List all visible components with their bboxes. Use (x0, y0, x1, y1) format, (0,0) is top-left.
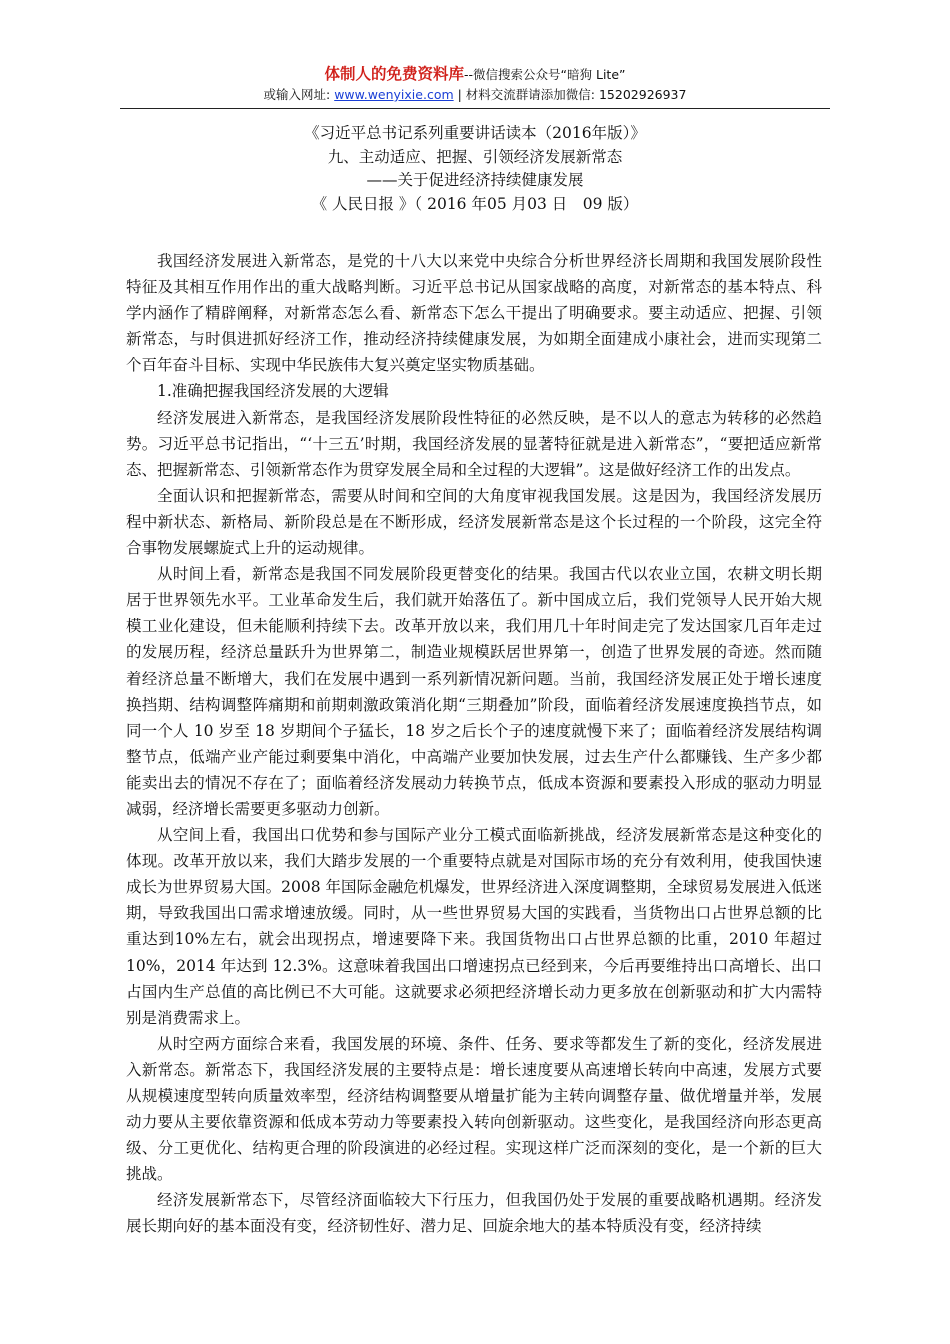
chapter-title: 九、主动适应、把握、引领经济发展新常态 (327, 147, 623, 166)
paragraph: 我国经济发展进入新常态，是党的十八大以来党中央综合分析世界经济长周期和我国发展阶段性特征及其相互作用作出的重大战略判断。习近平总书记从国家战略的高度，对新常态的基本特点、科学内涵作了精辟阐释，对新常态怎么看、新常态下怎么干提出了明确要求。要主动适应、把握、引领新常态，与时俱进抓好经济工作，推动经济持续健康发展，为如期全面建成小康社会，进而实现第二个百年奋斗目标、实现中华民族伟大复兴奠定坚实物质基础。 (126, 252, 822, 375)
paragraph: 经济发展进入新常态，是我国经济发展阶段性特征的必然反映，是不以人的意志为转移的必然趋势。习近平总书记指出，“‘十三五’时期，我国经济发展的显著特征就是进入新常态”，“要把适应新常态、把握新常态、引领新常态作为贯穿发展全局和全过程的大逻辑”。这是做好经济工作的出发点。 (126, 408, 822, 479)
paragraph: 全面认识和把握新常态，需要从时间和空间的大角度审视我国发展。这是因为，我国经济发展历程中新状态、新格局、新阶段总是在不断形成，经济发展新常态是这个长过程的一个阶段，这完全符合事物发展螺旋式上升的运动规律。 (126, 486, 822, 558)
header-url-prefix: 或输入网址: (263, 87, 335, 102)
paragraph: 从时间上看，新常态是我国不同发展阶段更替变化的结果。我国古代以农业立国，农耕文明长期居于世界领先水平。工业革命发生后，我们就开始落伍了。新中国成立后，我们党领导人民开始大规模工业化建设，但未能顺利持续下去。改革开放以来，我们用几十年时间走完了发达国家几百年走过的发展历程，经济总量跃升为世界第二，制造业规模跃居世界第一，创造了世界发展的奇迹。然而随着经济总量不断增大，我们在发展中遇到一系列新情况新问题。当前，我国经济发展正处于增长速度换挡期、结构调整阵痛期和前期刺激政策消化期“三期叠加”阶段，面临着经济发展速度换挡节点，如同一个人 10 岁至 18 岁期间个子猛长，18 岁之后长个子的速度就慢下来了；面临着经济发展结构调整节点，低端产业产能过剩要集中消化，中高端产业要加快发展，过去生产什么都赚钱、生产多少都能卖出去的情况不存在了；面临着经济发展动力转换节点，低成本资源和要素投入形成的驱动力明显减弱，经济增长需要更多驱动力创新。 (126, 565, 822, 818)
paragraph: 经济发展新常态下，尽管经济面临较大下行压力，但我国仍处于发展的重要战略机遇期。经济发展长期向好的基本面没有变，经济韧性好、潜力足、回旋余地大的基本特质没有变，经济持续 (126, 1191, 822, 1236)
header-contact: | 材料交流群请添加微信: 15202926937 (453, 87, 687, 102)
chapter-subtitle: ——关于促进经济持续健康发展 (366, 171, 584, 190)
header-line-2 (120, 85, 830, 105)
paragraph: 从时空两方面综合来看，我国发展的环境、条件、任务、要求等都发生了新的变化，经济发展进入新常态。新常态下，我国经济发展的主要特点是：增长速度要从高速增长转向中高速，发展方式要从规模速度型转向质量效率型，经济结构调整要从增量扩能为主转向调整存量、做优增量并举，发展动力要从主要依靠资源和低成本劳动力等要素投入转向创新驱动。这些变化，是我国经济向形态更高级、分工更优化、结构更合理的阶段演进的必经过程。实现这样广泛而深刻的变化，是一个新的巨大挑战。 (126, 1034, 822, 1184)
source-line: 《 人民日报 》（ 2016 年05 月03 日 09 版） (311, 195, 639, 214)
header-divider (120, 108, 830, 109)
header-tagline: --微信搜索公众号“暗狗 Lite” (464, 67, 626, 82)
paragraph: 从空间上看，我国出口优势和参与国际产业分工模式面临新挑战，经济发展新常态是这种变化的体现。改革开放以来，我们大踏步发展的一个重要特点就是对国际市场的充分有效利用，使我国快速成长为世界贸易大国。2008 年国际金融危机爆发，世界经济进入深度调整期，全球贸易发展进入低迷期，导致我国出口需求增速放缓。同时，从一些世界贸易大国的实践看，当货物出口占世界总额的比重达到10%左右，就会出现拐点，增速要降下来。我国货物出口占世界总额的比重，2010 年超过 10%，2014 年达到 12.3%。这意味着我国出口增速拐点已经到来，今后再要维持出口高增长、出口占国内生产总值的高比例已不大可能。这就要求必须把经济增长动力更多放在创新驱动和扩大内需特别是消费需求上。 (126, 826, 822, 1027)
page-header (120, 64, 830, 105)
header-url-link[interactable]: www.wenyixie.com (334, 87, 454, 102)
title-block (120, 122, 830, 217)
article-body (126, 248, 822, 1240)
header-line-1 (120, 64, 830, 85)
book-title: 《习近平总书记系列重要讲话读本（2016年版）》 (304, 124, 646, 142)
section-heading: 1.准确把握我国经济发展的大逻辑 (157, 382, 389, 401)
header-brand: 体制人的免费资料库 (324, 65, 465, 83)
